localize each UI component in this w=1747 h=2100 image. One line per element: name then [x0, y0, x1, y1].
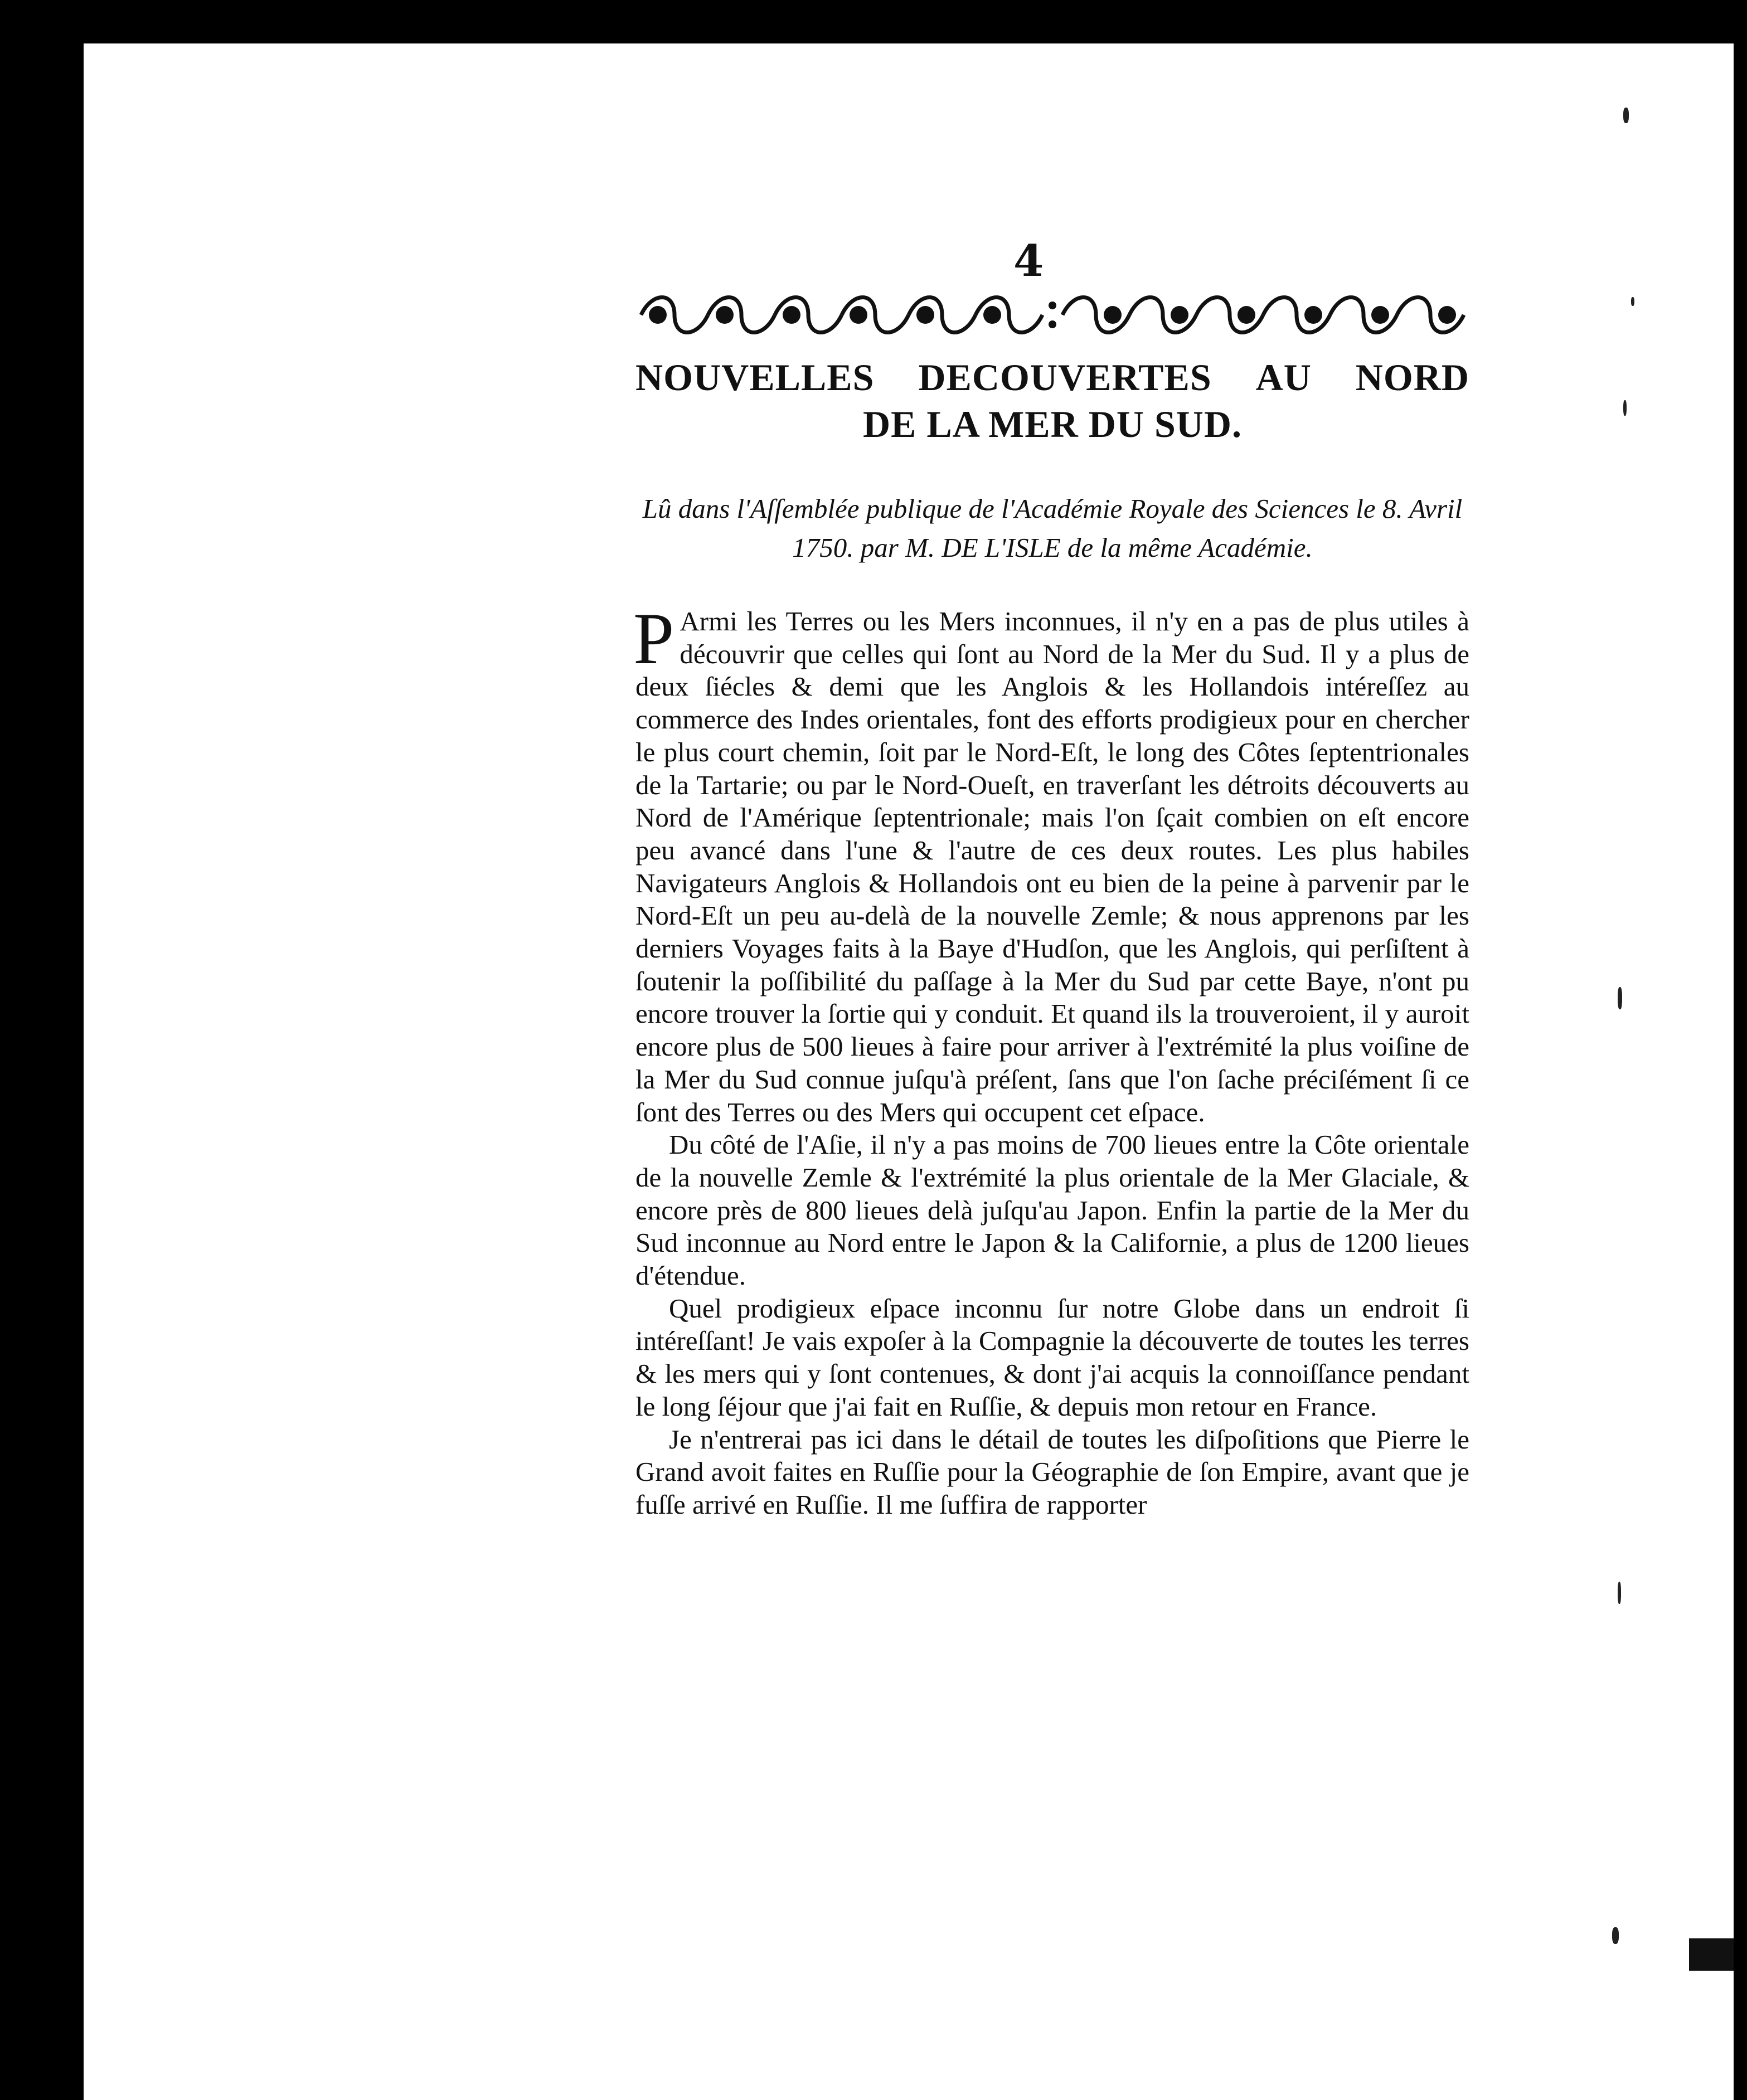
scan-speck — [1623, 108, 1629, 123]
drop-cap: P — [633, 597, 674, 679]
title-line-1 — [635, 356, 1469, 402]
scan-edge — [1689, 1938, 1734, 1971]
scan-speck — [1612, 1927, 1619, 1944]
title-word: NOUVELLES — [635, 356, 875, 398]
scan-speck — [1618, 987, 1622, 1009]
title-word: DECOUVERTES — [918, 356, 1212, 398]
paragraph — [633, 597, 1469, 1129]
article-title — [635, 356, 1469, 449]
decorative-ornament-band — [635, 289, 1469, 341]
title-line-2: DE LA MER DU SUD. — [862, 403, 1243, 445]
paragraph: Du côté de l'Aſie, il n'y a pas moins de 700 lieues entre la Côte orientale de la nouvelle Zemle & l'extrémité la plus orientale de la Mer Glaciale, & encore près de 800 lieues delà juſqu'au Japon. Enfin la partie de la Mer du Sud inconnue au Nord entre le Japon & la Californie, a plus de 1200 lieues d'étendue. — [635, 1129, 1469, 1291]
body-text — [633, 597, 1469, 1521]
page-number: 4 — [1013, 236, 1044, 286]
paragraph: Quel prodigieux eſpace inconnu ſur notre Globe dans un endroit ſi intéreſſant! Je vais expoſer à la Compagnie la découverte de toutes les terres & les mers qui y ſont contenues, & dont j'ai acquis la connoiſſance pendant le long ſéjour que j'ai fait en Ruſſie, & depuis mon retour en France. — [635, 1292, 1469, 1422]
subtitle-line-1: Lû dans l'Aſſemblée publique de l'Académie Royale des Sciences le 8. Avril — [642, 493, 1463, 524]
article-subtitle — [635, 489, 1469, 567]
title-word: NORD — [1355, 356, 1469, 398]
paragraph-text: Armi les Terres ou les Mers inconnues, il n'y en a pas de plus utiles à découvrir que celles qui ſont au Nord de la Mer du Sud. Il y a plus de deux ſiécles & demi que les Anglois & les Hollandois intéreſſez au commerce des Indes orientales, font des efforts prodigieux pour en chercher le plus court chemin, ſoit par le Nord-Eſt, le long des Côtes ſeptentrionales de la Tartarie; ou par le Nord-Oueſt, en traverſant les détroits découverts au Nord de l'Amérique ſeptentrionale; mais l'on ſçait combien on eſt encore peu avancé dans l'une & l'autre de ces deux routes. Les plus habiles Navigateurs Anglois & Hollandois ont eu bien de la peine à parvenir par le Nord-Eſt un peu au-delà de la nouvelle Zemle; & nous apprenons par les derniers Voyages faits à la Baye d'Hudſon, que les Anglois, qui perſiſtent à ſoutenir la poſſibilité du paſſage à la Mer du Sud par cette Baye, n'ont pu encore trouver la ſortie qui y conduit. Et quand ils la trouveroient, il y auroit encore plus de 500 lieues à faire pour arriver à l'extrémité la plus voiſine de la Mer du Sud connue juſqu'à préſent, ſans que l'on ſache préciſément ſi ce ſont des Terres ou des Mers qui occupent cet eſpace. — [635, 606, 1469, 1127]
document-page — [84, 43, 1734, 2100]
scan-speck — [1618, 1582, 1621, 1604]
scan-speck — [1631, 297, 1634, 306]
paragraph: Je n'entrerai pas ici dans le détail de toutes les diſpoſitions que Pierre le Grand avoit faites en Ruſſie pour la Géographie de ſon Empire, avant que je fuſſe arrivé en Ruſſie. Il me ſuffira de rapporter — [635, 1423, 1469, 1520]
scan-speck — [1623, 400, 1627, 416]
title-word: AU — [1255, 356, 1312, 398]
subtitle-line-2: 1750. par M. DE L'ISLE de la même Académie. — [792, 532, 1313, 563]
